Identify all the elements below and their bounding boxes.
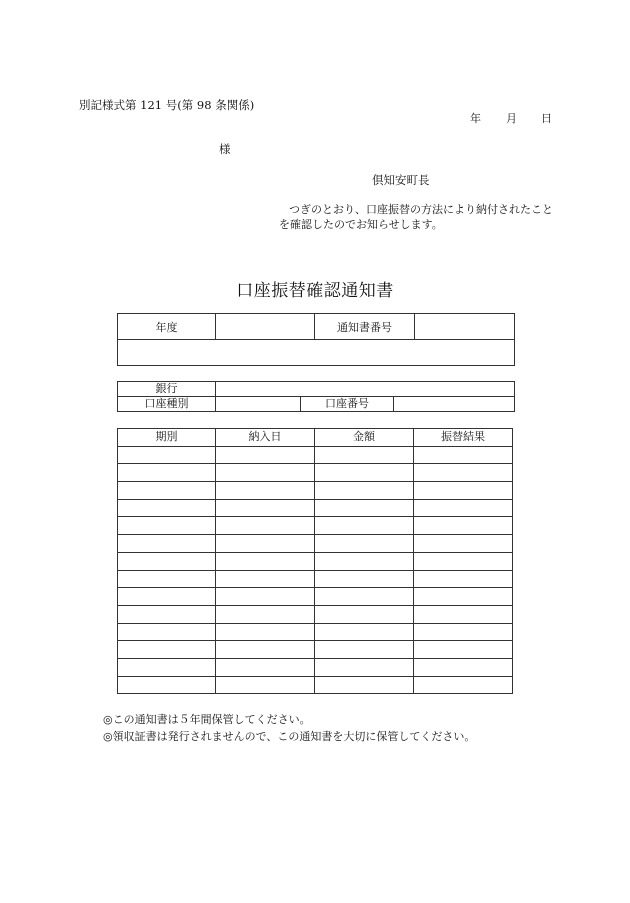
period-cell[interactable] — [118, 676, 216, 694]
amount-cell[interactable] — [315, 535, 414, 553]
account-number-field[interactable] — [394, 397, 515, 412]
account-type-label: 口座種別 — [118, 397, 216, 412]
notice-number-label: 通知書番号 — [315, 314, 415, 340]
amount-cell[interactable] — [315, 482, 414, 500]
notice-text — [279, 202, 553, 232]
result-cell[interactable] — [414, 605, 513, 623]
payments-header-row — [118, 429, 513, 447]
year-label: 年度 — [118, 314, 216, 340]
sender-name: 倶知安町長 — [372, 173, 430, 187]
table-row — [118, 658, 513, 676]
info-table — [117, 313, 515, 366]
payment-date-cell[interactable] — [216, 676, 315, 694]
column-header: 納入日 — [216, 429, 315, 447]
document-title: 口座振替確認通知書 — [236, 281, 394, 301]
result-cell[interactable] — [414, 499, 513, 517]
result-cell[interactable] — [414, 641, 513, 659]
notice-number-field[interactable] — [415, 314, 515, 340]
amount-cell[interactable] — [315, 517, 414, 535]
payment-date-cell[interactable] — [216, 482, 315, 500]
year-field[interactable] — [216, 314, 315, 340]
period-cell[interactable] — [118, 499, 216, 517]
period-cell[interactable] — [118, 570, 216, 588]
column-header: 期別 — [118, 429, 216, 447]
payment-date-cell[interactable] — [216, 641, 315, 659]
payment-date-cell[interactable] — [216, 499, 315, 517]
payment-date-cell[interactable] — [216, 517, 315, 535]
amount-cell[interactable] — [315, 641, 414, 659]
result-cell[interactable] — [414, 552, 513, 570]
result-cell[interactable] — [414, 482, 513, 500]
payment-date-cell[interactable] — [216, 464, 315, 482]
detail-field[interactable] — [118, 340, 515, 366]
payment-date-cell[interactable] — [216, 605, 315, 623]
period-cell[interactable] — [118, 641, 216, 659]
table-row — [118, 446, 513, 464]
amount-cell[interactable] — [315, 658, 414, 676]
period-cell[interactable] — [118, 446, 216, 464]
date-day-label: 日 — [541, 112, 552, 125]
table-row — [118, 570, 513, 588]
table-row — [118, 623, 513, 641]
note-receipt: ◎領収証書は発行されませんので、この通知書を大切に保管してください。 — [103, 730, 476, 743]
payment-date-cell[interactable] — [216, 588, 315, 606]
table-row — [118, 552, 513, 570]
period-cell[interactable] — [118, 464, 216, 482]
result-cell[interactable] — [414, 517, 513, 535]
date-year-label: 年 — [470, 112, 481, 125]
account-type-field[interactable] — [216, 397, 301, 412]
period-cell[interactable] — [118, 535, 216, 553]
amount-cell[interactable] — [315, 623, 414, 641]
result-cell[interactable] — [414, 676, 513, 694]
result-cell[interactable] — [414, 464, 513, 482]
payment-date-cell[interactable] — [216, 658, 315, 676]
table-row — [118, 641, 513, 659]
amount-cell[interactable] — [315, 552, 414, 570]
period-cell[interactable] — [118, 517, 216, 535]
payment-date-cell[interactable] — [216, 446, 315, 464]
table-row — [118, 499, 513, 517]
payment-date-cell[interactable] — [216, 623, 315, 641]
amount-cell[interactable] — [315, 464, 414, 482]
payment-date-cell[interactable] — [216, 552, 315, 570]
table-row — [118, 605, 513, 623]
period-cell[interactable] — [118, 552, 216, 570]
note-retention: ◎この通知書は５年間保管してください。 — [103, 713, 311, 726]
account-number-label: 口座番号 — [301, 397, 394, 412]
table-row — [118, 464, 513, 482]
result-cell[interactable] — [414, 446, 513, 464]
table-row — [118, 482, 513, 500]
bank-table — [117, 381, 515, 412]
notice-line-2: を確認したのでお知らせします。 — [279, 218, 443, 231]
payment-date-cell[interactable] — [216, 570, 315, 588]
amount-cell[interactable] — [315, 605, 414, 623]
amount-cell[interactable] — [315, 588, 414, 606]
date-month-label: 月 — [506, 112, 517, 125]
amount-cell[interactable] — [315, 499, 414, 517]
result-cell[interactable] — [414, 570, 513, 588]
column-header: 振替結果 — [414, 429, 513, 447]
payment-date-cell[interactable] — [216, 535, 315, 553]
period-cell[interactable] — [118, 482, 216, 500]
table-row — [118, 676, 513, 694]
column-header: 金額 — [315, 429, 414, 447]
result-cell[interactable] — [414, 658, 513, 676]
table-row — [118, 517, 513, 535]
notes — [103, 711, 475, 745]
amount-cell[interactable] — [315, 446, 414, 464]
table-row — [118, 535, 513, 553]
form-reference: 別記様式第 121 号(第 98 条関係) — [79, 98, 255, 112]
period-cell[interactable] — [118, 588, 216, 606]
result-cell[interactable] — [414, 623, 513, 641]
amount-cell[interactable] — [315, 676, 414, 694]
result-cell[interactable] — [414, 535, 513, 553]
amount-cell[interactable] — [315, 570, 414, 588]
recipient-suffix: 様 — [219, 142, 231, 156]
table-row — [118, 588, 513, 606]
period-cell[interactable] — [118, 658, 216, 676]
bank-field[interactable] — [216, 382, 515, 397]
payments-table — [117, 428, 513, 694]
result-cell[interactable] — [414, 588, 513, 606]
bank-label: 銀行 — [118, 382, 216, 397]
period-cell[interactable] — [118, 623, 216, 641]
period-cell[interactable] — [118, 605, 216, 623]
notice-line-1: つぎのとおり、口座振替の方法により納付されたこと — [289, 203, 553, 216]
